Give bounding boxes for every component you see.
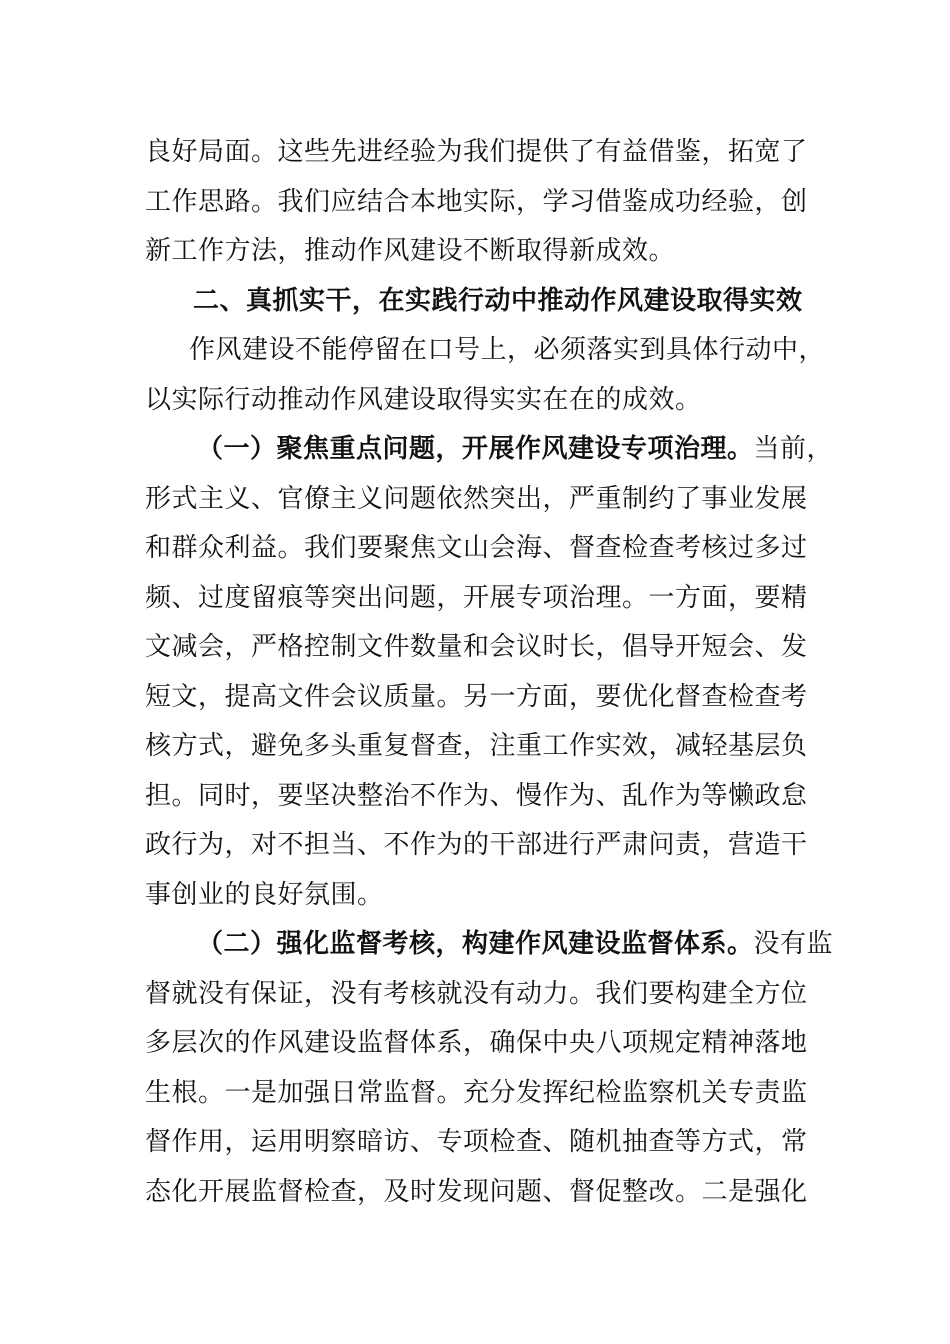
text-line: 多层次的作风建设监督体系，确保中央八项规定精神落地 [145, 1028, 808, 1058]
subsection-first-line [145, 920, 834, 970]
text-line: 良好局面。这些先进经验为我们提供了有益借鉴，拓宽了 [145, 137, 808, 167]
paragraph-intro [145, 326, 826, 425]
text-line: 工作思路。我们应结合本地实际，学习借鉴成功经验，创 [145, 186, 808, 217]
subsection-heading: （二）强化监督考核，构建作风建设监督体系。 [197, 929, 754, 959]
text-line: 短文，提高文件会议质量。另一方面，要优化督查检查考 [145, 681, 808, 712]
text-line: 以实际行动推动作风建设取得实实在在的成效。 [145, 384, 702, 415]
text-run: 当前， [753, 434, 834, 464]
text-line: 事创业的良好氛围。 [145, 879, 384, 910]
section-heading: 二、真抓实干，在实践行动中推动作风建设取得实效 [193, 285, 803, 316]
subsection-heading: （一）聚焦重点问题，开展作风建设专项治理。 [197, 434, 754, 464]
subsection-1 [145, 425, 834, 920]
text-line: 新工作方法，推动作风建设不断取得新成效。 [145, 236, 676, 266]
paragraph-continuation [145, 128, 808, 277]
subsection-first-line [145, 425, 834, 475]
text-line: 态化开展监督检查，及时发现问题、督促整改。二是强化 [145, 1176, 808, 1207]
text-line: 形式主义、官僚主义问题依然突出，严重制约了事业发展 [145, 483, 808, 514]
text-run: 没有监 [753, 929, 834, 959]
text-line: 频、过度留痕等突出问题，开展专项治理。一方面，要精 [145, 582, 808, 613]
text-line: 督就没有保证，没有考核就没有动力。我们要构建全方位 [145, 978, 808, 1009]
text-line: 担。同时，要坚决整治不作为、慢作为、乱作为等懒政怠 [145, 780, 808, 811]
text-line: 生根。一是加强日常监督。充分发挥纪检监察机关专责监 [145, 1077, 808, 1108]
text-line: 和群众利益。我们要聚焦文山会海、督查检查考核过多过 [145, 533, 808, 563]
text-line: 文减会，严格控制文件数量和会议时长，倡导开短会、发 [145, 632, 808, 662]
document-body [145, 128, 834, 1217]
text-line: 督作用，运用明察暗访、专项检查、随机抽查等方式，常 [145, 1127, 808, 1157]
text-line: 政行为，对不担当、不作为的干部进行严肃问责，营造干 [145, 830, 808, 860]
text-line: 核方式，避免多头重复督查，注重工作实效，减轻基层负 [145, 731, 808, 761]
subsection-2 [145, 920, 834, 1217]
text-line: 作风建设不能停留在口号上，必须落实到具体行动中， [189, 335, 826, 365]
